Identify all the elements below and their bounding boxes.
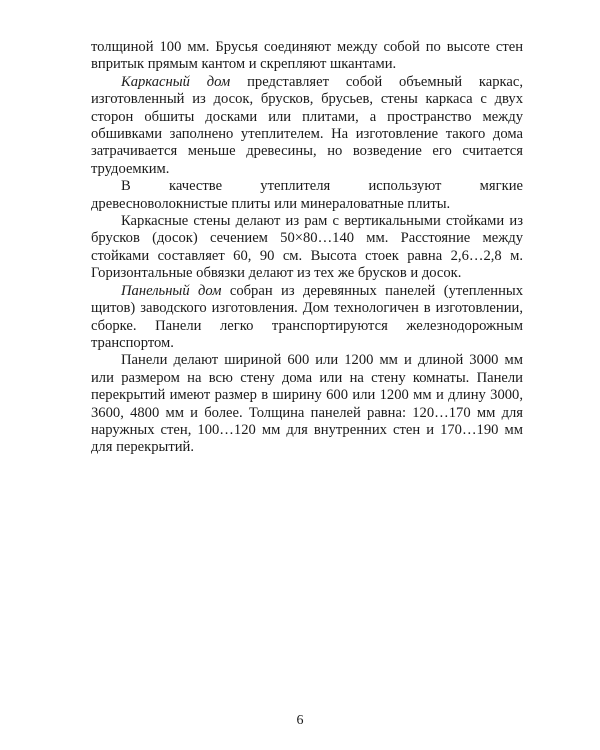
paragraph-4: [91, 213, 523, 283]
paragraph-3: [91, 178, 523, 213]
paragraph-3-text: В качестве утеплителя используют мягкие древесноволокнистые плиты или минераловатные плиты.: [91, 178, 523, 212]
paragraph-1-text: толщиной 100 мм. Брусья соединяют между собой по высоте стен впритык прямым кантом и скрепляют шкантами.: [91, 39, 523, 73]
paragraph-5-text: собран из деревянных панелей (утепленных щитов) заводского изготовления. Дом технологичен в изготовлении, сборке. Панели легко транспортируются железнодорожным транспортом.: [91, 282, 524, 351]
paragraph-6-text: Панели делают шириной 600 или 1200 мм и длиной 3000 мм или размером на всю стену дома или на стену комнаты. Панели перекрытий имеют размер в ширину 600 или 1200 мм и длину 3000, 3600, 4800 мм и более. Толщина панелей равна: 120…170 мм для наружных стен, 100…120 мм для внутренних стен и 170…190 мм для перекрытий.: [91, 352, 523, 456]
term-frame-house: Каркасный дом: [121, 73, 231, 90]
paragraph-6: [91, 352, 523, 456]
paragraph-5: [91, 283, 523, 353]
body-text: [91, 39, 523, 457]
paragraph-2-text: представляет собой объемный каркас, изготовленный из досок, брусков, брусьев, стены каркаса с двух сторон обшиты досками или плитами, а пространство между обшивками заполнено утеплителем. На изготовление такого дома затрачивается меньше древесины, но возведение его считается трудоемким.: [91, 73, 523, 177]
paragraph-1: [91, 39, 523, 74]
paragraph-4-text: Каркасные стены делают из рам с вертикальными стойками из брусков (досок) сечением 50×80…140 мм. Расстояние между стойками составляет 60, 90 см. Высота стоек равна 2,6…2,8 м. Горизонтальные обвязки делают из тех же брусков и досок.: [91, 213, 523, 282]
term-panel-house: Панельный дом: [121, 282, 222, 299]
paragraph-2: [91, 74, 523, 178]
page-number: 6: [296, 713, 304, 728]
